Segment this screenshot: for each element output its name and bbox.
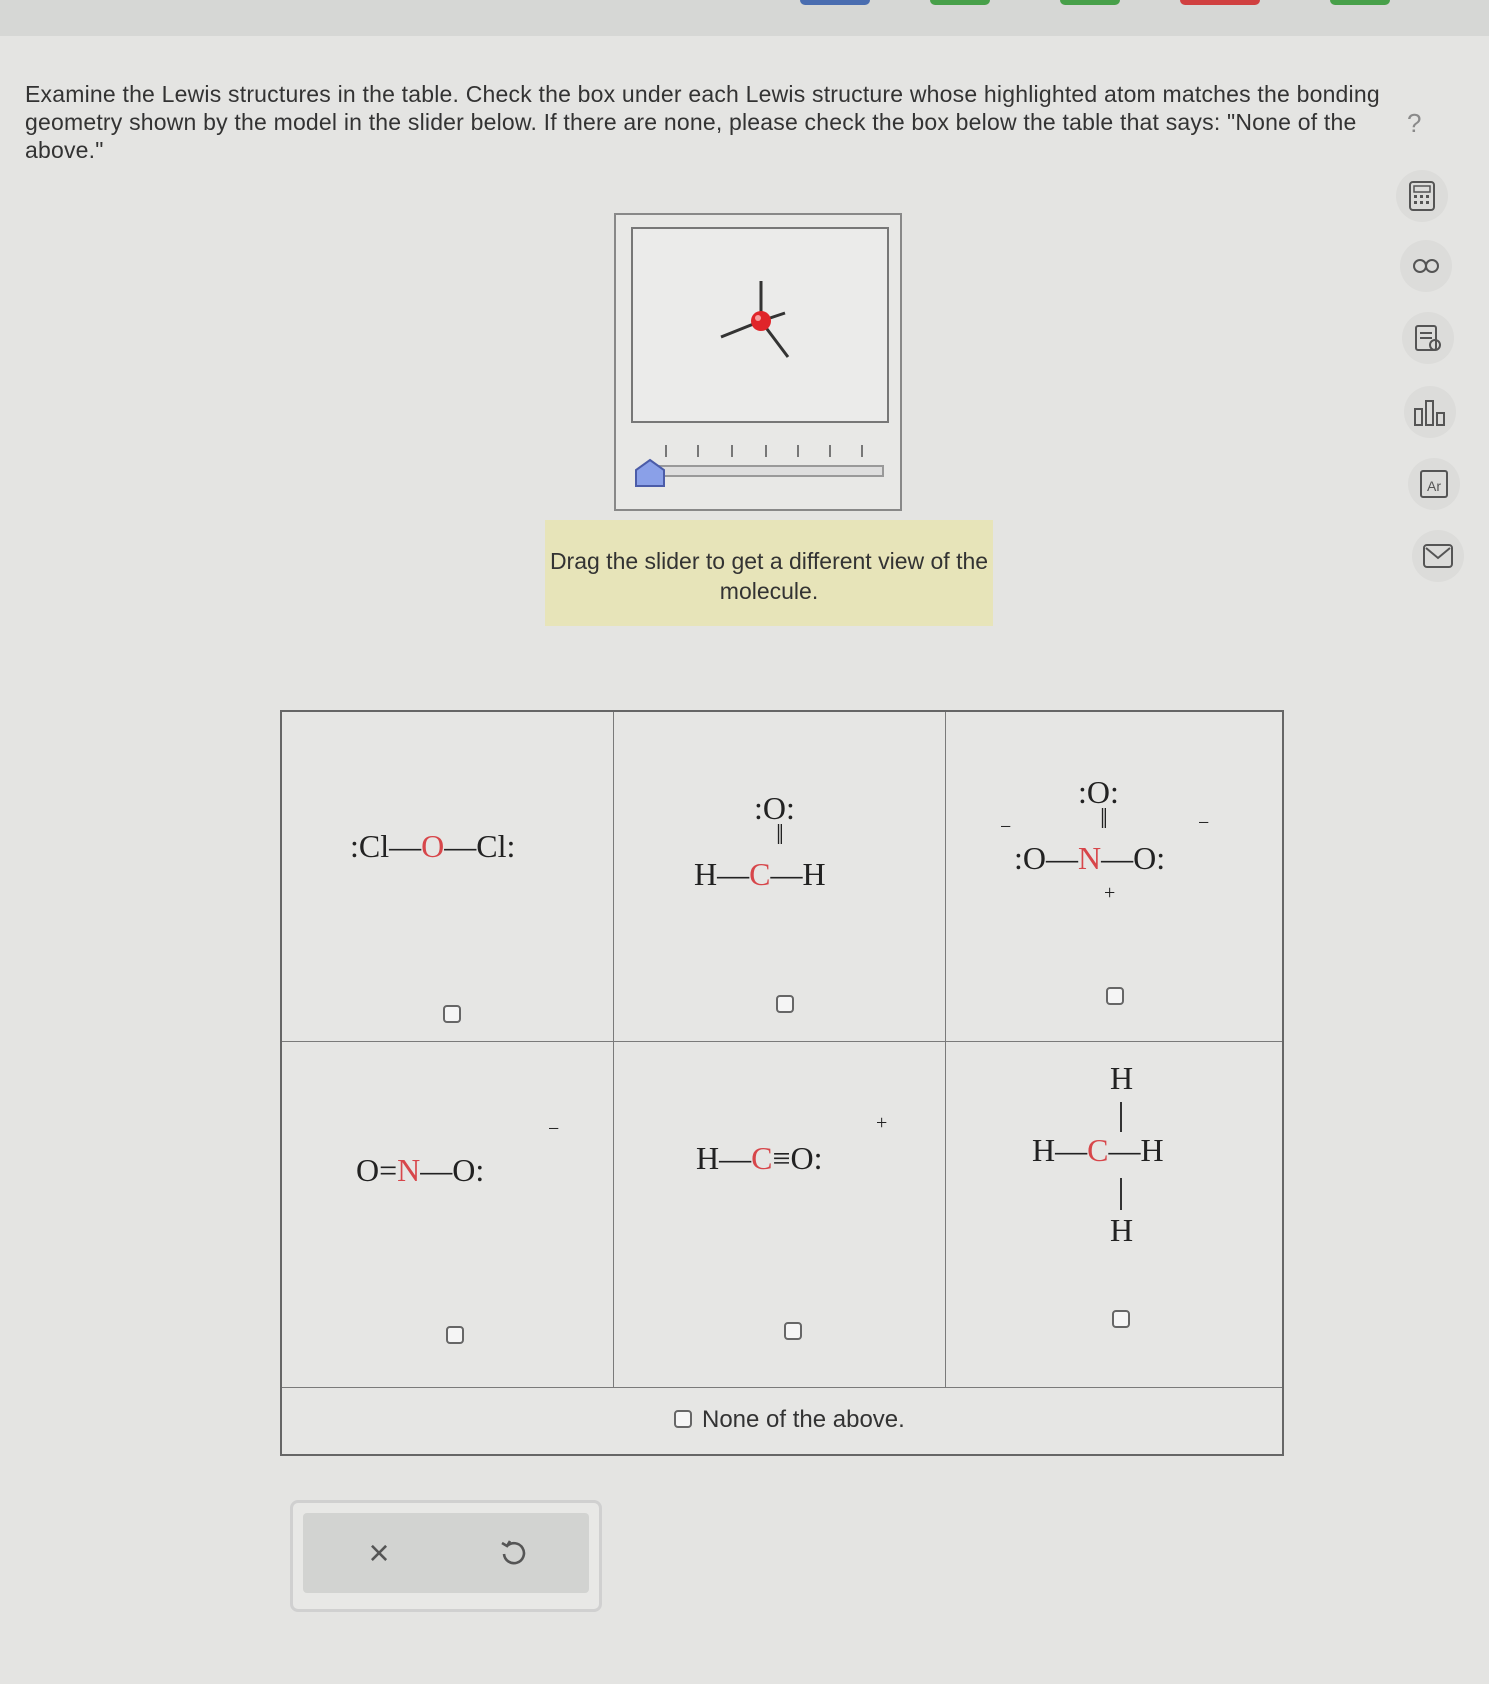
double-bond: ‖ <box>1100 804 1108 835</box>
lewis-structure-cl2o <box>350 828 515 865</box>
h-bottom: H <box>1110 1212 1134 1248</box>
central-atom <box>751 311 771 331</box>
none-of-the-above-label[interactable]: None of the above. <box>702 1406 905 1433</box>
structure-cell-2 <box>614 712 946 1042</box>
checkbox-structure-1[interactable] <box>443 1005 461 1023</box>
undo-button[interactable] <box>483 1527 543 1579</box>
right-charge: − <box>1198 812 1210 834</box>
structure-cell-4 <box>282 1042 614 1388</box>
top-bar <box>0 0 1489 36</box>
o-left: O <box>356 1152 380 1188</box>
cl-right: —Cl: <box>444 828 516 864</box>
checkbox-structure-5[interactable] <box>784 1322 802 1340</box>
svg-text:Ar: Ar <box>1427 478 1441 494</box>
left-charge: − <box>1000 816 1012 838</box>
question-prompt: Examine the Lewis structures in the table. Check the box under each Lewis structure whose highlighted atom matches the bonding geometry shown by the model in the slider below. If there are none, please check the box below the table that says: "None of the above." <box>25 81 1380 163</box>
triple-bond-oxygen: ≡O: <box>772 1140 823 1176</box>
bond-bottom <box>1120 1178 1122 1210</box>
lewis-structure-methane <box>1032 1132 1164 1169</box>
highlighted-atom: C <box>749 856 771 892</box>
o-right: —O: <box>420 1152 485 1188</box>
clear-button[interactable] <box>349 1527 409 1579</box>
center-charge: + <box>1104 882 1116 904</box>
checkbox-structure-2[interactable] <box>776 995 794 1013</box>
mail-icon[interactable] <box>1412 530 1464 582</box>
action-buttons <box>303 1513 589 1593</box>
checkbox-structure-4[interactable] <box>446 1326 464 1344</box>
o-right: —O: <box>1101 840 1166 876</box>
molecule-viewer <box>614 213 902 511</box>
highlighted-atom: O <box>421 828 445 864</box>
h-right: —H <box>1108 1132 1164 1168</box>
structure-cell-1 <box>282 712 614 1042</box>
structure-cell-3 <box>946 712 1282 1042</box>
bar-chart-icon[interactable] <box>1404 386 1456 438</box>
h-left: H— <box>694 856 750 892</box>
highlighted-atom: N <box>1078 840 1102 876</box>
charge: + <box>876 1112 888 1134</box>
double-bond: ‖ <box>776 820 784 851</box>
lewis-structure-formyl-cation <box>696 1140 823 1177</box>
notes-icon[interactable] <box>1402 312 1454 364</box>
close-icon: × <box>368 1532 390 1573</box>
o-left: :O— <box>1014 840 1078 876</box>
highlighted-atom: N <box>397 1152 421 1188</box>
molecule-viewport[interactable] <box>631 227 889 423</box>
help-icon[interactable]: ? <box>1407 108 1422 138</box>
cl-left: :Cl— <box>350 828 422 864</box>
highlighted-atom: C <box>751 1140 773 1176</box>
link-icon[interactable] <box>1400 240 1452 292</box>
highlighted-atom: C <box>1087 1132 1109 1168</box>
view-slider-track[interactable] <box>646 465 884 477</box>
bond-top <box>1120 1102 1122 1132</box>
lewis-structure-nitrate <box>1014 840 1165 877</box>
action-panel <box>290 1500 602 1612</box>
structure-cell-6 <box>946 1042 1282 1388</box>
checkbox-none-of-the-above[interactable] <box>674 1410 692 1428</box>
h-right: —H <box>770 856 826 892</box>
charge: − <box>548 1118 560 1140</box>
calculator-icon[interactable] <box>1396 170 1448 222</box>
slider-ticks <box>646 439 884 459</box>
lewis-structure-table <box>280 710 1284 1456</box>
checkbox-structure-3[interactable] <box>1106 987 1124 1005</box>
structure-cell-5 <box>614 1042 946 1388</box>
slider-hint: Drag the slider to get a different view of the molecule. <box>545 520 993 626</box>
molecule-model <box>633 229 887 421</box>
view-slider-handle[interactable] <box>634 458 666 488</box>
double-bond: = <box>379 1152 398 1188</box>
undo-icon <box>498 1538 528 1568</box>
h-left: H— <box>696 1140 752 1176</box>
lewis-structure-nitrite <box>356 1152 484 1189</box>
none-of-the-above-row <box>282 1388 1282 1454</box>
checkbox-structure-6[interactable] <box>1112 1310 1130 1328</box>
top-oxygen: :O: <box>754 790 795 826</box>
top-oxygen: :O: <box>1078 774 1119 810</box>
lewis-structure-formaldehyde <box>694 856 826 893</box>
h-left: H— <box>1032 1132 1088 1168</box>
periodic-table-icon[interactable] <box>1408 458 1460 510</box>
h-top: H <box>1110 1060 1134 1096</box>
